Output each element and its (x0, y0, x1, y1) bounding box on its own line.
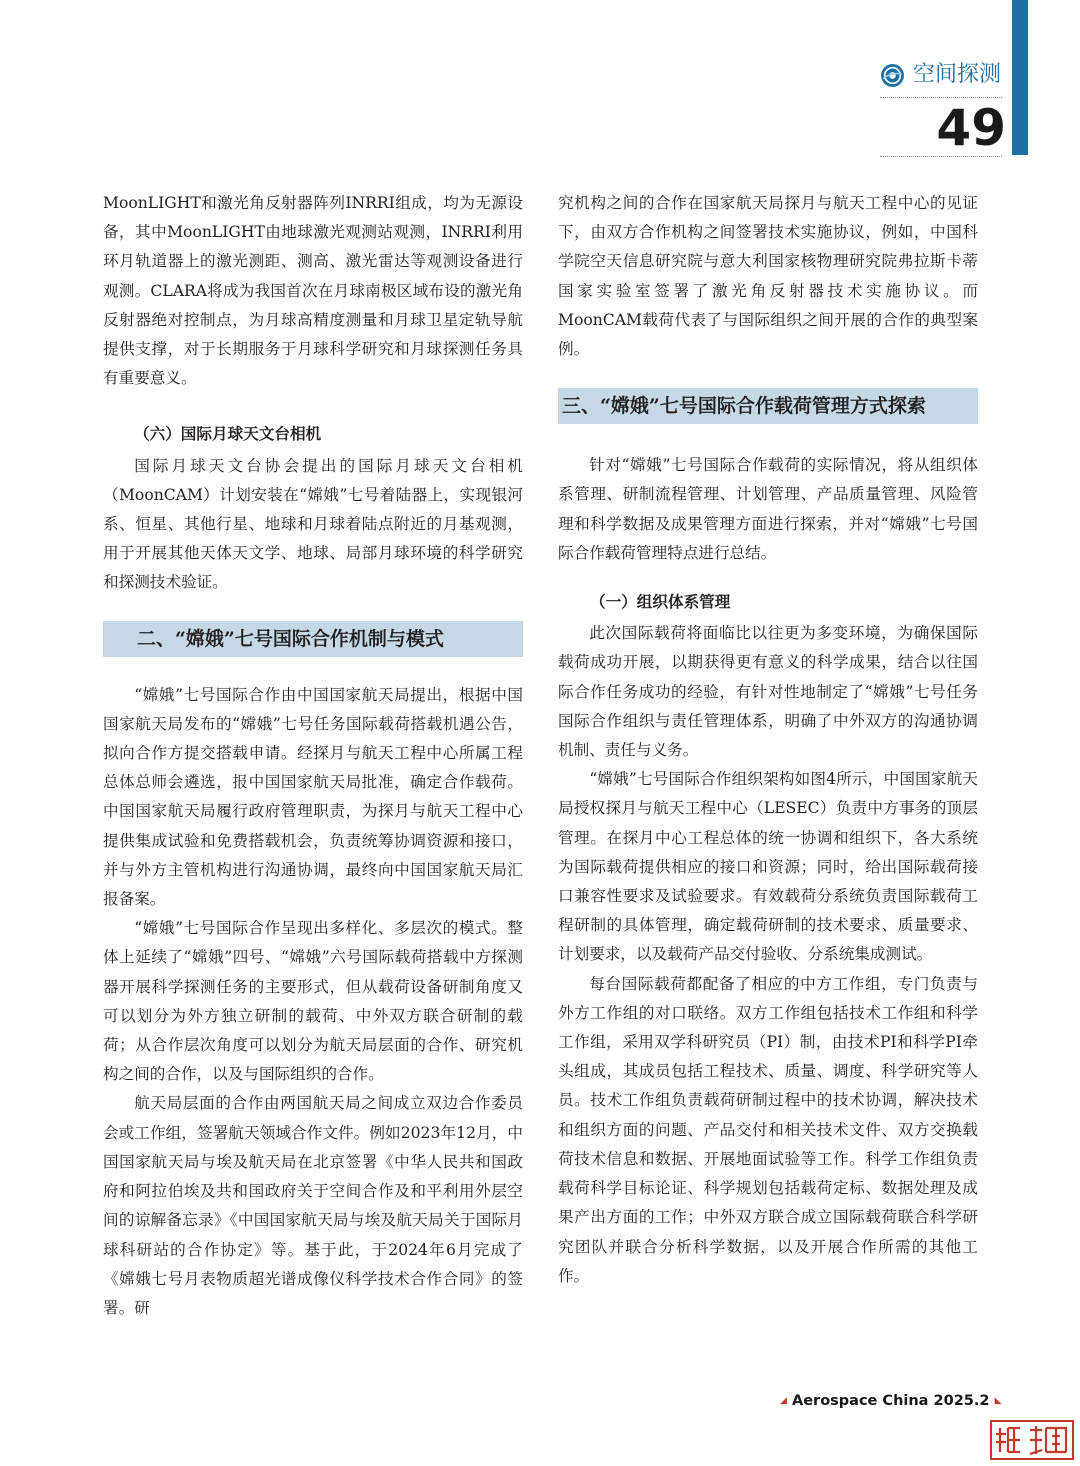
paragraph: 究机构之间的合作在国家航天局探月与航天工程中心的见证下，由双方合作机构之间签署技术实施协议，例如，中国科学院空天信息研究院与意大利国家核物理研究院弗拉斯卡蒂国家实验室签署了激光角反射器技术实施协议。而MoonCAM载荷代表了与国际组织之间开展的合作的典型案例。 (558, 194, 978, 359)
page-footer (780, 1391, 1001, 1411)
paragraph: “嫦娥”七号国际合作由中国国家航天局提出，根据中国国家航天局发布的“嫦娥”七号任务国际载荷搭载机遇公告，拟向合作方提交搭载申请。经探月与航天工程中心所属工程总体总师会遴选，报中国国家航天局批准，确定合作载荷。中国国家航天局履行政府管理职责，为探月与航天工程中心提供集成试验和免费搭载机会，负责统筹协调资源和接口，并与外方主管机构进行沟通协调，最终向中国国家航天局汇报备案。 (103, 685, 523, 909)
footer-triangle-icon: ◢ (780, 1396, 787, 1406)
paragraph: “嫦娥”七号国际合作呈现出多样化、多层次的模式。整体上延续了“嫦娥”四号、“嫦娥”六号国际载荷搭载中方探测器开展科学探测任务的主要形式，但从载荷设备研制角度又可以划分为外方独立研制的载荷、中外双方联合研制的载荷；从合作层次角度可以划分为航天局层面的合作、研究机构之间的合作，以及与国际组织的合作。 (103, 919, 523, 1084)
paragraph: “嫦娥”七号国际合作组织架构如图4所示，中国国家航天局授权探月与航天工程中心（LESEC）负责中方事务的顶层管理。在探月中心工程总体的统一协调和组织下，各大系统为国际载荷提供相应的接口和资源；同时，给出国际载荷接口兼容性要求及试验要求。有效载荷分系统负责国际载荷工程研制的具体管理，确定载荷研制的技术要求、质量要求、计划要求，以及载荷产品交付验收、分系统集成测试。 (558, 770, 978, 964)
paragraph: 航天局层面的合作由两国航天局之间成立双边合作委员会或工作组，签署航天领域合作文件。例如2023年12月，中国国家航天局与埃及航天局在北京签署《中华人民共和国政府和阿拉伯埃及共和国政府关于空间合作及和平利用外层空间的谅解备忘录》《中国国家航天局与埃及航天局关于国际月球科研站的合作协定》等。基于此，于2024年6月完成了《嫦娥七号月表物质超光谱成像仪科学技术合作合同》的签署。研 (103, 1094, 523, 1317)
paragraph: 针对“嫦娥”七号国际合作载荷的实际情况，将从组织体系管理、研制流程管理、计划管理、产品质量管理、风险管理和科学数据及成果管理方面进行探索，并对“嫦娥”七号国际合作载荷管理特点进行总结。 (558, 456, 978, 562)
subheading: （一）组织体系管理 (590, 592, 731, 612)
left-column (103, 189, 523, 1323)
magazine-name: Aerospace China (791, 1393, 929, 1409)
paragraph: 此次国际载荷将面临比以往更为多变环境，为确保国际载荷成功开展，以期获得更有意义的科学成果，结合以往国际合作任务成功的经验，有针对性地制定了“嫦娥”七号任务国际合作组织与责任管理体系，明确了中外双方的沟通协调机制、责任与义务。 (558, 624, 978, 760)
section-label: 空间探测 (913, 62, 1002, 87)
subheading: （六）国际月球天文台相机 (134, 424, 322, 444)
footer-triangle-icon: ◣ (994, 1396, 1002, 1406)
paragraph: 每台国际载荷都配备了相应的中方工作组，专门负责与外方工作组的对口联络。双方工作组包括技术工作组和科学工作组，采用双学科研究员（PI）制，由技术PI和科学PI牵头组成，其成员包括工程技术、质量、调度、科学研究等人员。技术工作组负责载荷研制过程中的技术协调，解决技术和组织方面的问题、产品交付和相关技术文件、双方交换载荷技术信息和数据、开展地面试验等工作。科学工作组负责载荷科学目标论证、科学规划包括载荷定标、数据处理及成果产出方面的工作；中外双方联合成立国际载荷联合科学研究团队并联合分析科学数据，以及开展合作所需的其他工作。 (558, 974, 978, 1285)
side-accent-bar (1012, 0, 1028, 155)
header-divider-bottom (880, 156, 1002, 157)
issue-number: 2025.2 (933, 1393, 990, 1409)
section-logo-icon (880, 63, 905, 88)
section-heading: 二、“嫦娥”七号国际合作机制与模式 (103, 621, 523, 657)
paragraph: 国际月球天文台协会提出的国际月球天文台相机（MoonCAM）计划安装在“嫦娥”七号着陆器上，实现银河系、恒星、其他行星、地球和月球着陆点附近的月基观测，用于开展其他天体天文学、地球、局部月球环境的科学研究和探测技术验证。 (103, 456, 523, 592)
section-header (880, 60, 1005, 90)
header-divider (880, 97, 1002, 98)
watermark-seal-icon (990, 1420, 1074, 1460)
section-heading: 三、“嫦娥”七号国际合作载荷管理方式探索 (558, 388, 978, 424)
right-column (558, 189, 978, 1291)
paragraph: MoonLIGHT和激光角反射器阵列INRRI组成，均为无源设备，其中MoonLIGHT由地球激光观测站观测，INRRI利用环月轨道器上的激光测距、测高、激光雷达等观测设备进行观测。CLARA将成为我国首次在月球南极区域布设的激光角反射器绝对控制点，为月球高精度测量和月球卫星定轨导航提供支撑，对于长期服务于月球科学研究和月球探测任务具有重要意义。 (103, 194, 523, 388)
page-number: 49 (936, 99, 1006, 157)
